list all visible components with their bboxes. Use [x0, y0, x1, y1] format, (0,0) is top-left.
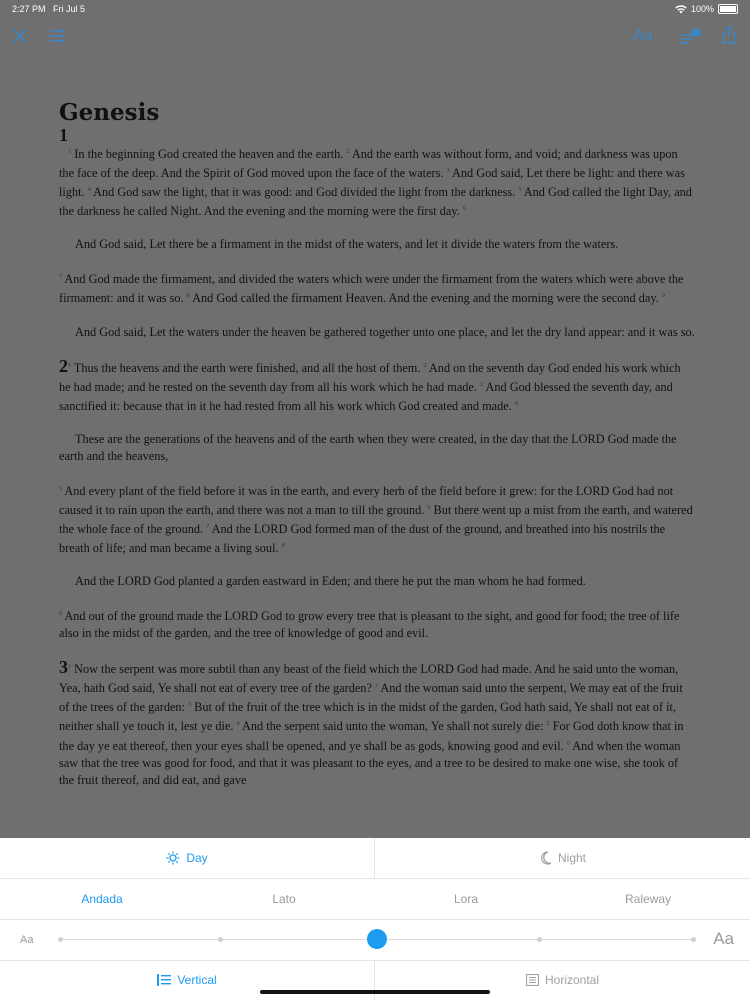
reading-settings-panel [0, 838, 750, 1000]
battery-icon [718, 4, 738, 14]
paragraph: And the LORD God planted a garden eastward in Eden; and there he put the man whom he had formed. [75, 574, 586, 589]
share-icon[interactable] [722, 26, 736, 44]
font-size-slider-knob[interactable] [367, 929, 387, 949]
battery-percent: 100% [690, 4, 714, 14]
font-size-small-label: Aa [20, 934, 34, 946]
night-label: Night [557, 851, 586, 865]
home-indicator [260, 990, 490, 994]
status-bar [0, 0, 750, 18]
night-theme-button[interactable] [375, 838, 750, 878]
chapter-number: 2 [59, 355, 68, 376]
day-label: Day [186, 851, 208, 865]
font-option-lora[interactable]: Lora [453, 891, 479, 906]
status-time: 2:27 PM Fri Jul 5 [12, 4, 86, 14]
font-settings-button[interactable]: Aa [633, 27, 653, 44]
vertical-label: Vertical [177, 973, 217, 987]
vertical-scroll-icon [157, 974, 171, 986]
moon-icon [539, 851, 552, 865]
list-icon[interactable] [48, 30, 64, 42]
font-option-andada[interactable]: Andada [81, 891, 123, 906]
reader-content [59, 96, 695, 836]
horizontal-pages-icon [526, 974, 539, 986]
font-size-row [0, 919, 750, 961]
paragraph: $^7$ And God made the firmament, and divided the waters which were under the firmament from the waters which were above the firmament: and it was so. $^8$ And God called the firmament Heaven. And the evening and the morning were the second day. $^9$ [59, 272, 684, 306]
font-size-large-label: Aa [713, 929, 734, 948]
chapter-number: 1 [59, 125, 68, 145]
paragraph: And God said, Let the waters under the heaven be gathered together unto one place, and let the dry land appear: and it was so. [75, 324, 695, 339]
layout-row [0, 960, 750, 1000]
paragraph: And God said, Let there be a firmament in the midst of the waters, and let it divide the waters from the waters. [75, 237, 619, 252]
paragraph: $^1$ In the beginning God created the heaven and the earth. $^2$ And the earth was without form, and void; and darkness was upon the face of the deep. And the Spirit of God moved upon the face of the waters. $^3$ And God said, Let there be light: and there was light. $^4$ And God saw the light, that it was good: and God divided the light from the darkness. $^5$ And God called the light Day, and the darkness he called Night. And the evening and the morning were the first day. $^6$ [59, 147, 692, 219]
horizontal-layout-button[interactable] [375, 960, 750, 1000]
paragraph: $^5$ And every plant of the field before it was in the earth, and every herb of the field before it grew: for the LORD God had not caused it to rain upon the earth, and there was not a man to till the ground. $^6$ But there went up a mist from the earth, and watered the whole face of the ground. $^7$ And the LORD God formed man of the dust of the ground, and breathed into his nostrils the breath of life; and man became a living soul. $^8$ [59, 483, 693, 556]
horizontal-label: Horizontal [544, 973, 600, 987]
book-title: Genesis [59, 99, 160, 126]
reader-toolbar [0, 18, 750, 54]
chapter-number: 3 [59, 657, 68, 678]
wifi-icon [675, 5, 687, 14]
close-icon[interactable] [13, 29, 27, 43]
notes-icon[interactable] [681, 29, 701, 45]
day-theme-button[interactable] [0, 838, 375, 878]
font-size-slider[interactable] [58, 939, 696, 940]
font-option-raleway[interactable]: Raleway [624, 891, 672, 906]
paragraph: These are the generations of the heavens and of the earth when they were created, in the day that the LORD God made the earth and the heavens, [59, 431, 677, 463]
vertical-layout-button[interactable] [0, 960, 375, 1000]
paragraph: $2^1$ Thus the heavens and the earth were finished, and all the host of them. $^2$ And on the seventh day God ended his work which he had made; and he rested on the seventh day from all his work which he had made. $^3$ And God blessed the seventh day, and sanctified it: because that in it he had rested from all his work which God created and made. $^4$ [59, 355, 681, 413]
font-row [0, 878, 750, 920]
sun-icon [166, 851, 180, 865]
font-option-lato[interactable]: Lato [272, 891, 296, 906]
theme-row [0, 838, 750, 879]
paragraph: $^9$ And out of the ground made the LORD God to grow every tree that is pleasant to the sight, and good for food; the tree of life also in the midst of the garden, and the tree of knowledge of good and evil. [59, 609, 680, 641]
paragraph: $3^1$ Now the serpent was more subtil than any beast of the field which the LORD God had made. And he said unto the woman, Yea, hath God said, Ye shall not eat of every tree of the garden? $^2$ And the woman said unto the serpent, We may eat of the fruit of the trees of the garden: $^3$ But of the fruit of the tree which is in the midst of the garden, God hath said, Ye shall not eat of it, neither shall ye touch it, lest ye die. $^4$ And the serpent said unto the woman, Ye shall not surely die: $^5$ For God doth know that in the day ye eat thereof, then your eyes shall be opened, and ye shall be as gods, knowing good and evil. $^6$ And when the woman saw that the tree was good for food, and that it was pleasant to the eyes, and a tree to be desired to make one wise, she took of the fruit thereof, and did eat, and gave [59, 657, 684, 787]
